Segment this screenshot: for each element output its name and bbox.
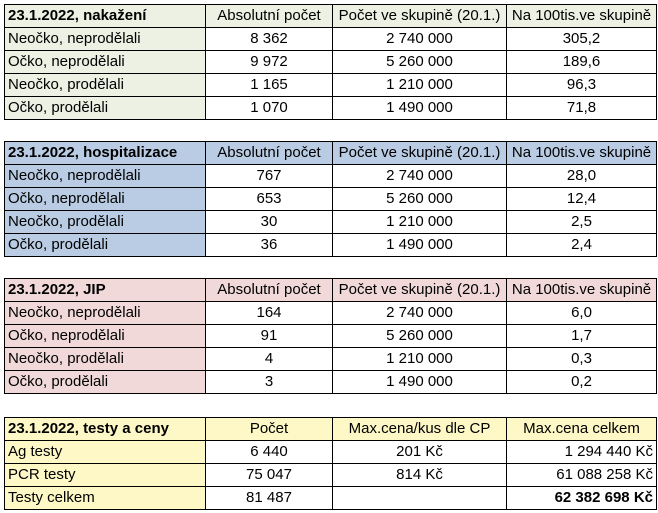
table-header-row	[5, 279, 657, 302]
table-row	[5, 234, 657, 257]
table-row	[5, 371, 657, 394]
table-title[interactable]: 23.1.2022, hospitalizace	[5, 142, 206, 165]
cell[interactable]: 2,4	[507, 234, 657, 257]
cell[interactable]: 1 165	[206, 74, 333, 97]
header-group-size[interactable]: Počet ve skupině (20.1.)	[333, 279, 507, 302]
cell[interactable]: 1 294 440 Kč	[507, 441, 657, 464]
row-label[interactable]: Neočko, prodělali	[5, 211, 206, 234]
cell[interactable]: 189,6	[507, 51, 657, 74]
cell[interactable]: 1 490 000	[333, 371, 507, 394]
cell[interactable]: 61 088 258 Kč	[507, 464, 657, 487]
header-group-size[interactable]: Počet ve skupině (20.1.)	[333, 5, 507, 28]
row-label[interactable]: Neočko, neprodělali	[5, 28, 206, 51]
row-label[interactable]: Očko, prodělali	[5, 234, 206, 257]
table-row	[5, 165, 657, 188]
cell[interactable]: 12,4	[507, 188, 657, 211]
row-label[interactable]: Testy celkem	[5, 487, 206, 510]
cell[interactable]: 6 440	[206, 441, 333, 464]
cell[interactable]: 1,7	[507, 325, 657, 348]
header-per-100k[interactable]: Na 100tis.ve skupině	[507, 5, 657, 28]
cell[interactable]: 2,5	[507, 211, 657, 234]
table-row	[5, 51, 657, 74]
cell[interactable]: 71,8	[507, 97, 657, 120]
cell[interactable]: 5 260 000	[333, 188, 507, 211]
cell[interactable]: 1 210 000	[333, 348, 507, 371]
row-label[interactable]: Očko, neprodělali	[5, 188, 206, 211]
cell[interactable]: 91	[206, 325, 333, 348]
cell[interactable]: 1 210 000	[333, 74, 507, 97]
grand-total-cell[interactable]: 62 382 698 Kč	[507, 487, 657, 510]
table-row	[5, 97, 657, 120]
table-title[interactable]: 23.1.2022, nakažení	[5, 5, 206, 28]
table-row	[5, 302, 657, 325]
cell[interactable]: 164	[206, 302, 333, 325]
cell[interactable]: 9 972	[206, 51, 333, 74]
row-label[interactable]: Očko, neprodělali	[5, 51, 206, 74]
cell[interactable]: 81 487	[206, 487, 333, 510]
table-header-row	[5, 5, 657, 28]
icu-table	[4, 278, 657, 394]
table-row	[5, 487, 657, 510]
cell[interactable]: 6,0	[507, 302, 657, 325]
row-label[interactable]: Ag testy	[5, 441, 206, 464]
cell[interactable]: 2 740 000	[333, 28, 507, 51]
header-group-size[interactable]: Počet ve skupině (20.1.)	[333, 142, 507, 165]
table-row	[5, 28, 657, 51]
header-per-100k[interactable]: Na 100tis.ve skupině	[507, 279, 657, 302]
header-count[interactable]: Počet	[206, 418, 333, 441]
cell[interactable]: 30	[206, 211, 333, 234]
cell[interactable]: 201 Kč	[333, 441, 507, 464]
table-row	[5, 348, 657, 371]
table-row	[5, 74, 657, 97]
table-header-row	[5, 418, 657, 441]
infections-table	[4, 4, 657, 120]
cell[interactable]: 4	[206, 348, 333, 371]
cell[interactable]: 2 740 000	[333, 302, 507, 325]
table-header-row	[5, 142, 657, 165]
cell[interactable]: 653	[206, 188, 333, 211]
header-absolute[interactable]: Absolutní počet	[206, 5, 333, 28]
cell[interactable]: 1 490 000	[333, 234, 507, 257]
row-label[interactable]: PCR testy	[5, 464, 206, 487]
cell[interactable]: 75 047	[206, 464, 333, 487]
header-absolute[interactable]: Absolutní počet	[206, 279, 333, 302]
header-total-price[interactable]: Max.cena celkem	[507, 418, 657, 441]
table-title[interactable]: 23.1.2022, testy a ceny	[5, 418, 206, 441]
table-row	[5, 441, 657, 464]
row-label[interactable]: Neočko, neprodělali	[5, 302, 206, 325]
cell[interactable]: 5 260 000	[333, 325, 507, 348]
cell[interactable]: 3	[206, 371, 333, 394]
cell[interactable]: 0,2	[507, 371, 657, 394]
cell[interactable]: 0,3	[507, 348, 657, 371]
cell[interactable]: 814 Kč	[333, 464, 507, 487]
table-row	[5, 464, 657, 487]
cell[interactable]: 305,2	[507, 28, 657, 51]
row-label[interactable]: Očko, prodělali	[5, 371, 206, 394]
cell[interactable]: 1 070	[206, 97, 333, 120]
cell[interactable]: 96,3	[507, 74, 657, 97]
cell[interactable]: 36	[206, 234, 333, 257]
cell[interactable]: 8 362	[206, 28, 333, 51]
table-row	[5, 325, 657, 348]
row-label[interactable]: Neočko, prodělali	[5, 74, 206, 97]
table-title[interactable]: 23.1.2022, JIP	[5, 279, 206, 302]
cell[interactable]: 1 210 000	[333, 211, 507, 234]
header-absolute[interactable]: Absolutní počet	[206, 142, 333, 165]
cell[interactable]: 5 260 000	[333, 51, 507, 74]
cell[interactable]	[333, 487, 507, 510]
row-label[interactable]: Neočko, neprodělali	[5, 165, 206, 188]
header-per-100k[interactable]: Na 100tis.ve skupině	[507, 142, 657, 165]
tests-prices-table	[4, 417, 657, 510]
cell[interactable]: 767	[206, 165, 333, 188]
hospitalization-table	[4, 141, 657, 257]
table-row	[5, 188, 657, 211]
row-label[interactable]: Očko, prodělali	[5, 97, 206, 120]
row-label[interactable]: Očko, neprodělali	[5, 325, 206, 348]
header-unit-price[interactable]: Max.cena/kus dle CP	[333, 418, 507, 441]
row-label[interactable]: Neočko, prodělali	[5, 348, 206, 371]
cell[interactable]: 1 490 000	[333, 97, 507, 120]
cell[interactable]: 28,0	[507, 165, 657, 188]
cell[interactable]: 2 740 000	[333, 165, 507, 188]
table-row	[5, 211, 657, 234]
